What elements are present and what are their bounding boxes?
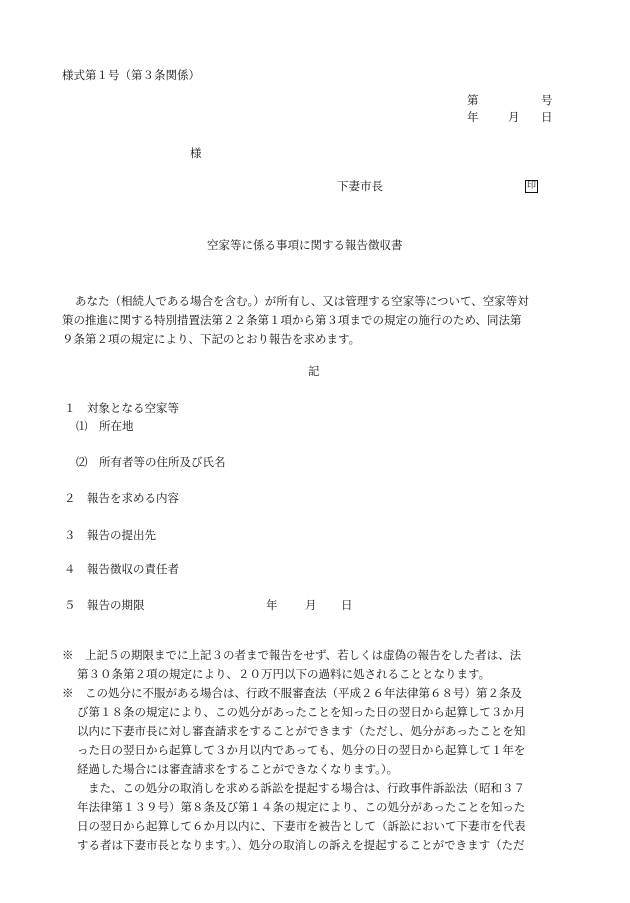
- note-line: 以内に下妻市長に対し審査請求をすることができます（ただし、処分があったことを知: [77, 724, 526, 738]
- note-line: 年法律第１３９号）第８条及び第１４条の規定により、この処分があったことを知った: [77, 800, 526, 814]
- note-line: び第１８条の規定により、この処分があったことを知った日の翌日から起算して３か月: [77, 705, 526, 719]
- deadline-month: 月: [305, 598, 317, 612]
- addressee-suffix: 様: [190, 146, 202, 160]
- note-line: 第３０条第２項の規定により、２０万円以下の過料に処されることとなります。: [77, 667, 491, 681]
- ki-heading: 記: [308, 364, 320, 378]
- seal-mark: 印: [526, 181, 536, 191]
- note-line: ※ この処分に不服がある場合は、行政不服審査法（平成２６年法律第６８号）第２条及: [62, 686, 522, 700]
- document-title: 空家等に係る事項に関する報告徴収書: [207, 238, 403, 252]
- item-1-location: ⑴ 所在地: [76, 419, 134, 433]
- note-line: 経過した場合には審査請求をすることができなくなります。）。: [77, 762, 399, 776]
- item-5: ５ 報告の期限: [64, 598, 145, 612]
- note-line: った日の翌日から起算して３か月以内であっても、処分の日の翌日から起算して１年を: [77, 743, 526, 757]
- note-line: ※ 上記５の期限までに上記３の者まで報告をせず、若しくは虚偽の報告をした者は、法: [62, 648, 522, 662]
- note-line: 日の翌日から起算して６か月以内に、下妻市を被告として（訴訟において下妻市を代表: [77, 819, 526, 833]
- note-line: する者は下妻市長となります。）、処分の取消しの訴えを提起することができます（ただ: [77, 838, 525, 852]
- doc-number-prefix: 第: [467, 93, 479, 107]
- intro-paragraph: [62, 292, 529, 349]
- item-4: ４ 報告徴収の責任者: [64, 562, 179, 576]
- issuer: 下妻市長: [337, 179, 383, 193]
- date-day: 日: [541, 110, 553, 124]
- note-line: また、この処分の取消しを求める訴訟を提起する場合は、行政事件訴訟法（昭和３７: [88, 781, 525, 795]
- intro-line: ９条第２項の規定により、下記のとおり報告を求めます。: [62, 332, 361, 346]
- note-lawsuit: [62, 779, 526, 855]
- intro-line: 策の推進に関する特別措置法第２２条第１項から第３項までの規定の施行のため、同法第: [62, 313, 522, 327]
- item-3: ３ 報告の提出先: [64, 528, 156, 542]
- item-2: ２ 報告を求める内容: [64, 491, 179, 505]
- deadline-year: 年: [266, 598, 278, 612]
- note-appeal: [62, 684, 525, 779]
- date-year: 年: [467, 110, 479, 124]
- item-1: １ 対象となる空家等: [64, 401, 179, 415]
- doc-number-suffix: 号: [541, 93, 553, 107]
- note-penalty: [62, 646, 521, 684]
- deadline-day: 日: [341, 598, 353, 612]
- item-1-owner: ⑵ 所有者等の住所及び氏名: [76, 455, 226, 469]
- intro-line: あなた（相続人である場合を含む。）が所有し、又は管理する空家等について、空家等対: [75, 294, 529, 308]
- form-label: 様式第１号（第３条関係）: [62, 68, 200, 82]
- date-month: 月: [508, 110, 520, 124]
